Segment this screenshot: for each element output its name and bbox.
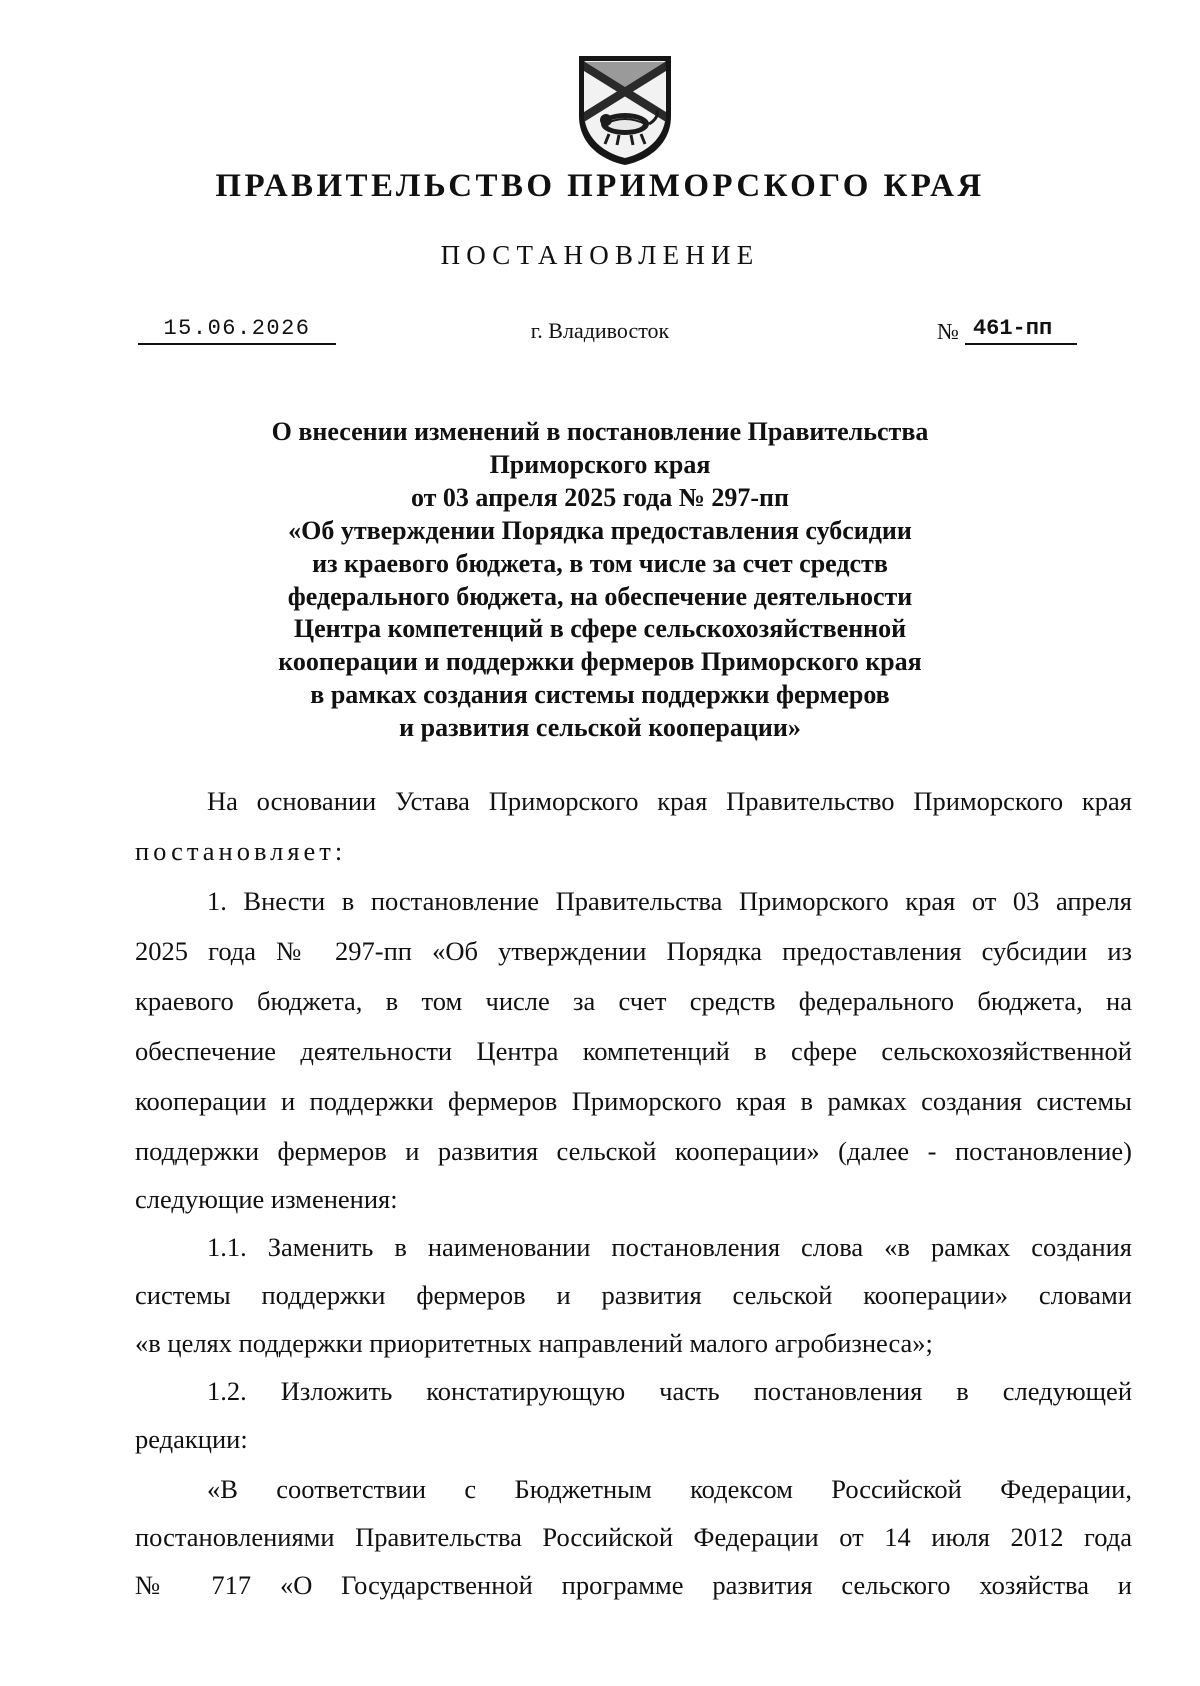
body-line: системы поддержки фермеров и развития сельской кооперации» словами (135, 1280, 1132, 1310)
body-line: редакции: (135, 1424, 248, 1454)
document-number: 461-пп (965, 316, 1077, 345)
heading-line: Центра компетенций в сфере сельскохозяйственной (293, 614, 907, 644)
heading-line: О внесении изменений в постановление Правительства (271, 417, 929, 446)
body-line: «в целях поддержки приоритетных направлений малого агробизнеса»; (135, 1328, 933, 1358)
body-line: 1.1. Заменить в наименовании постановления слова «в рамках создания (207, 1232, 1132, 1262)
body-line: «В соответствии с Бюджетным кодексом Российской Федерации, (207, 1474, 1132, 1504)
document-number-field (937, 316, 1097, 345)
body-line: поддержки фермеров и развития сельской кооперации» (далее - постановление) (135, 1136, 1132, 1166)
body-line: следующие изменения: (135, 1184, 398, 1214)
heading-line: федерального бюджета, на обеспечение деятельности (287, 581, 913, 611)
body-line: На основании Устава Приморского края Правительство Приморского края (207, 786, 1132, 816)
document-type: ПОСТАНОВЛЕНИЕ (440, 240, 760, 270)
document-date: 15.06.2026 (138, 316, 336, 345)
body-line: краевого бюджета, в том числе за счет средств федерального бюджета, на (135, 986, 1132, 1016)
heading-line: в рамках создания системы поддержки фермеров (310, 680, 890, 710)
body-line: 1.2. Изложить констатирующую часть постановления в следующей (207, 1376, 1132, 1406)
document-body (135, 776, 1132, 1610)
heading-line: кооперации и поддержки фермеров Приморского края (278, 647, 922, 677)
body-line: обеспечение деятельности Центра компетенций в сфере сельскохозяйственной (135, 1036, 1132, 1066)
organization-title: ПРАВИТЕЛЬСТВО ПРИМОРСКОГО КРАЯ (215, 168, 985, 204)
body-line: 2025 года № 297-пп «Об утверждении Порядка предоставления субсидии из (135, 936, 1132, 966)
heading-line: Приморского края (489, 449, 711, 479)
number-sign: № (937, 319, 959, 344)
heading-line: «Об утверждении Порядка предоставления субсидии (288, 515, 912, 545)
body-line: постановляет: (135, 836, 347, 866)
document-city: г. Владивосток (530, 318, 670, 343)
heading-line: из краевого бюджета, в том числе за счет средств (312, 548, 888, 578)
body-line: № 717 «О Государственной программе развития сельского хозяйства и (135, 1570, 1132, 1600)
document-heading (240, 416, 960, 745)
coat-of-arms-icon (575, 52, 675, 168)
body-line: 1. Внести в постановление Правительства Приморского края от 03 апреля (207, 886, 1132, 916)
body-line: кооперации и поддержки фермеров Приморского края в рамках создания системы (135, 1086, 1132, 1116)
heading-line: и развития сельской кооперации» (399, 713, 801, 743)
body-line: постановлениями Правительства Российской Федерации от 14 июля 2012 года (135, 1522, 1132, 1552)
heading-line: от 03 апреля 2025 года № 297-пп (410, 482, 790, 512)
